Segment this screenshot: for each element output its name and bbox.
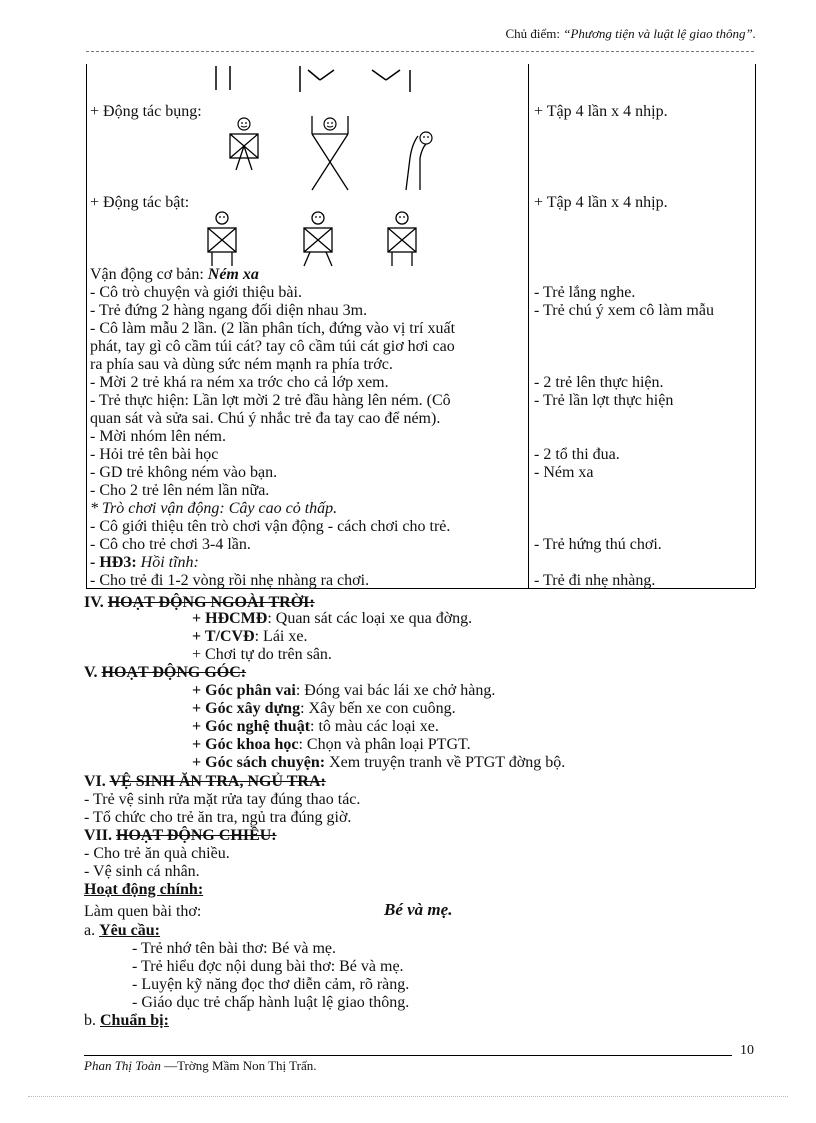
hd3-label: - HĐ3: — [90, 554, 137, 571]
corner-item-label: + Góc khoa học — [192, 736, 299, 753]
footer-dotted-border — [28, 1096, 788, 1097]
main-activity-heading: Hoạt động chính: — [84, 881, 204, 898]
hd3-heading — [90, 554, 199, 572]
afternoon-line: - Cho trẻ ăn quà chiều. — [84, 845, 230, 862]
table-right-border — [755, 64, 756, 588]
section-title: HOẠT ĐỘNG NGOÀI TRỜI: — [107, 594, 315, 611]
header-topic: “Phương tiện và luật lệ giao thông”. — [563, 26, 756, 41]
footer-author: Phan Thị Toàn — [84, 1058, 161, 1073]
basic-movement-heading — [90, 266, 259, 284]
game-title: * Trò chơi vận động: Cây cao cỏ thấp. — [90, 500, 338, 517]
preparation-title: Chuẩn bị: — [100, 1012, 169, 1029]
footer-text — [84, 1058, 317, 1074]
header-prefix: Chủ điểm: — [505, 26, 564, 41]
outdoor-item — [192, 646, 332, 664]
game-response: - Trẻ hứng thú chơi. — [534, 536, 662, 553]
lesson-line: - Mời 2 trẻ khá ra ném xa trớc cho cả lớp xem. — [90, 374, 389, 391]
outdoor-item-text: : Quan sát các loại xe qua đờng. — [267, 610, 473, 627]
game-line: - Cô giới thiệu tên trò chơi vận động - cách chơi cho trẻ. — [90, 518, 451, 535]
corner-item-text: Xem truyện tranh về PTGT đờng bộ. — [325, 754, 566, 771]
exercise-jump-label: + Động tác bật: — [90, 194, 190, 211]
requirements-title: Yêu cầu: — [99, 922, 160, 939]
lesson-line: ra phía sau và dùng sức ném mạnh ra phía trớc. — [90, 356, 393, 373]
corner-item-text: : tô màu các loại xe. — [310, 718, 439, 735]
requirement-line: - Trẻ hiểu đợc nội dung bài thơ: Bé và mẹ. — [132, 958, 404, 975]
section-corner-heading — [84, 664, 246, 682]
requirements-heading — [84, 922, 160, 940]
header-divider — [86, 51, 754, 52]
requirement-line: - Luyện kỹ năng đọc thơ diễn cảm, rõ ràng. — [132, 976, 410, 993]
lunch-line: - Trẻ vệ sinh rửa mặt rửa tay đúng thao tác. — [84, 791, 361, 808]
lesson-line: - Mời nhóm lên ném. — [90, 428, 226, 445]
response-line: - Trẻ chú ý xem cô làm mẫu — [534, 302, 714, 319]
section-title: HOẠT ĐỘNG CHIỀU: — [116, 827, 277, 844]
response-line: - 2 tổ thi đua. — [534, 446, 620, 463]
basic-movement-name: Ném xa — [207, 266, 259, 283]
lesson-line: - Trẻ đứng 2 hàng ngang đối diện nhau 3m. — [90, 302, 368, 319]
outdoor-item — [192, 610, 472, 628]
response-line: - Trẻ lắng nghe. — [534, 284, 636, 301]
corner-item — [192, 718, 439, 736]
preparation-heading — [84, 1012, 169, 1030]
response-line: - 2 trẻ lên thực hiện. — [534, 374, 664, 391]
jump-stick-figures — [200, 210, 430, 268]
table-mid-border — [528, 64, 529, 588]
game-line: - Cô cho trẻ chơi 3-4 lần. — [90, 536, 251, 553]
response-line: - Trẻ lần lợt thực hiện — [534, 392, 674, 409]
footer-divider — [84, 1055, 732, 1056]
section-number: V. — [84, 664, 102, 681]
lesson-line: - Cô làm mẫu 2 lần. (2 lần phân tích, đứng vào vị trí xuất — [90, 320, 456, 337]
table-left-border — [86, 64, 87, 588]
section-number: VII. — [84, 827, 117, 844]
corner-item — [192, 736, 471, 754]
page-number: 10 — [740, 1043, 754, 1058]
corner-item-label: + Góc phân vai — [192, 682, 296, 699]
outdoor-item-label: + HĐCMĐ — [192, 610, 268, 627]
section-afternoon-heading — [84, 827, 277, 845]
outdoor-item-label: + T/CVĐ — [192, 628, 255, 645]
lesson-line: - Cho trẻ đi 1-2 vòng rồi nhẹ nhàng ra chơi. — [90, 572, 370, 589]
response-line: - Trẻ đi nhẹ nhàng. — [534, 572, 656, 589]
preparation-prefix: b. — [84, 1012, 100, 1029]
exercise-abdomen-label: + Động tác bụng: — [90, 103, 202, 120]
corner-item-label: + Góc nghệ thuật — [192, 718, 311, 735]
corner-item — [192, 700, 456, 718]
outdoor-item-text: + Chơi tự do trên sân. — [192, 646, 332, 663]
hd3-text: Hồi tĩnh: — [136, 554, 199, 571]
requirement-line: - Trẻ nhớ tên bài thơ: Bé và mẹ. — [132, 940, 337, 957]
footer-school: —Trờng Mầm Non Thị Trấn. — [160, 1058, 317, 1073]
section-number: IV. — [84, 594, 108, 611]
poem-label: Làm quen bài thơ: — [84, 903, 202, 920]
basic-movement-label: Vận động cơ bản: — [90, 266, 208, 283]
lesson-line: - Cho 2 trẻ lên ném lần nữa. — [90, 482, 270, 499]
corner-item-label: + Góc xây dựng — [192, 700, 301, 717]
exercise-abdomen-reps: + Tập 4 lần x 4 nhịp. — [534, 103, 668, 120]
outdoor-item-text: : Lái xe. — [254, 628, 308, 645]
corner-item — [192, 682, 495, 700]
requirement-line: - Giáo dục trẻ chấp hành luật lệ giao thông. — [132, 994, 410, 1011]
section-number: VI. — [84, 773, 110, 790]
abdomen-stick-figures — [222, 114, 442, 194]
exercise-jump-reps: + Tập 4 lần x 4 nhịp. — [534, 194, 668, 211]
corner-item-text: : Đóng vai bác lái xe chở hàng. — [295, 682, 496, 699]
corner-item-text: : Xây bến xe con cuông. — [300, 700, 456, 717]
poem-title: Bé và mẹ. — [384, 900, 453, 919]
corner-item-text: : Chọn và phân loại PTGT. — [298, 736, 471, 753]
exercise-figures-top — [200, 64, 430, 94]
requirements-prefix: a. — [84, 922, 100, 939]
lesson-line: - Cô trò chuyện và giới thiệu bài. — [90, 284, 302, 301]
section-title: VỆ SINH ĂN TRA, NGỦ TRA: — [109, 773, 326, 790]
lesson-line: - Hỏi trẻ tên bài học — [90, 446, 219, 463]
corner-item-label: + Góc sách chuyện: — [192, 754, 326, 771]
section-title: HOẠT ĐỘNG GÓC: — [101, 664, 247, 681]
page-header — [505, 26, 756, 42]
section-lunch-heading — [84, 773, 326, 791]
lesson-line: - Trẻ thực hiện: Lần lợt mời 2 trẻ đầu hàng lên ném. (Cô — [90, 392, 451, 409]
outdoor-item — [192, 628, 307, 646]
lunch-line: - Tổ chức cho trẻ ăn tra, ngủ tra đúng giờ. — [84, 809, 352, 826]
lesson-line: - GD trẻ không ném vào bạn. — [90, 464, 278, 481]
lesson-line: phát, tay gì cô cầm túi cát? tay cô cầm túi cát giơ hơi cao — [90, 338, 455, 355]
afternoon-line: - Vệ sinh cá nhân. — [84, 863, 200, 880]
response-line: - Ném xa — [534, 464, 594, 481]
corner-item — [192, 754, 565, 772]
lesson-line: quan sát và sửa sai. Chú ý nhắc trẻ đa tay cao để ném). — [90, 410, 441, 427]
